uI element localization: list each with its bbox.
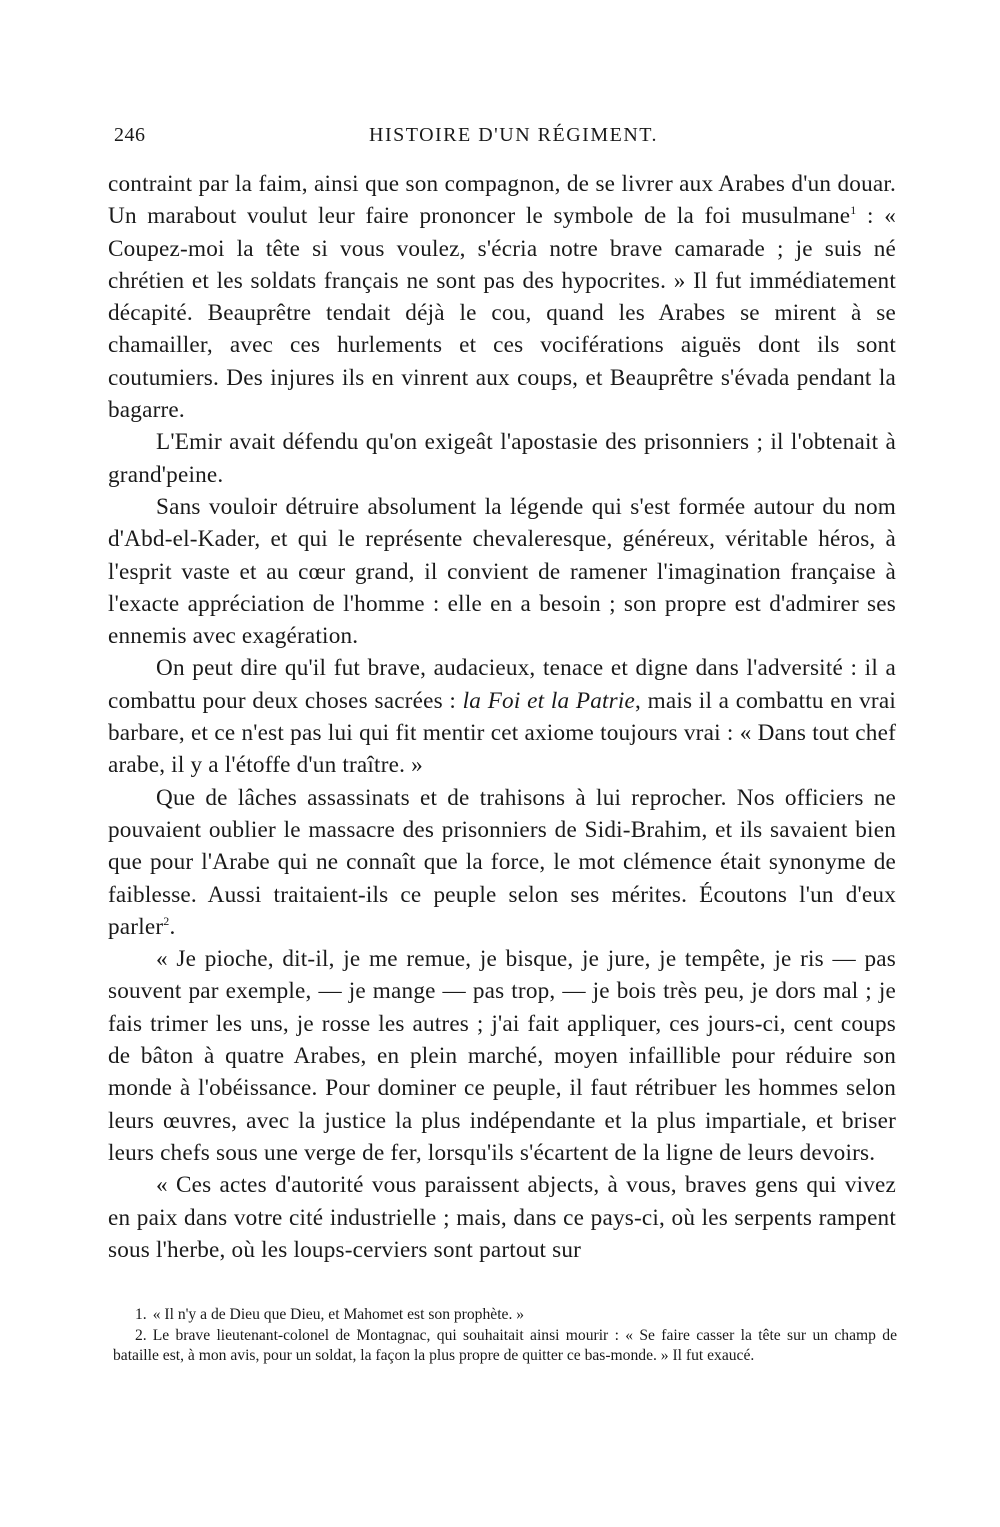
footnote-1	[113, 1305, 897, 1326]
footnote-number: 2.	[135, 1326, 147, 1344]
page-header	[114, 124, 894, 158]
page-number: 246	[114, 124, 146, 146]
footnote-ref-1: 1	[850, 203, 857, 218]
footnote-2	[113, 1326, 897, 1367]
paragraph-4-text-a: On peut dire qu'il fut brave, audacieux, tenace et digne dans l'adversité : il a combattu pour deux choses sacrées :	[108, 655, 896, 714]
footnote-text: Le brave lieutenant-colonel de Montagnac, qui souhaitait ainsi mourir : « Se faire casser la tête sur un champ de bataille est, à mon avis, pour un soldat, la façon la plus propre de quitter ce bas-monde. » Il fut exaucé.	[113, 1326, 897, 1364]
footnotes	[113, 1305, 897, 1367]
running-title: HISTOIRE D'UN RÉGIMENT.	[369, 124, 659, 146]
paragraph-7: « Ces actes d'autorité vous paraissent abjects, à vous, braves gens qui vivez en paix dans votre cité industrielle ; mais, dans ce pays-ci, où les serpents rampent sous l'herbe, où les loups-cerviers sont partout sur	[108, 1172, 896, 1263]
paragraph-5-text-b: .	[169, 913, 176, 940]
paragraph-5	[108, 782, 896, 943]
paragraph-3: Sans vouloir détruire absolument la légende qui s'est formée autour du nom d'Abd-el-Kader, et qui le représente chevaleresque, généreux, véritable héros, à l'esprit vaste et au cœur grand, il convient de ramener l'imagination française à l'exacte appréciation de l'homme : elle en a besoin ; son propre est d'admirer ses ennemis avec exagération.	[108, 493, 896, 650]
paragraph-1-text-a: contraint par la faim, ainsi que son compagnon, de se livrer aux Arabes d'un douar. Un marabout voulut leur faire prononcer le symbole de la foi musulmane	[108, 171, 896, 230]
paragraph-4	[108, 652, 896, 781]
paragraph-4-italic: la Foi et la Patrie	[462, 687, 636, 714]
paragraph-2: L'Emir avait défendu qu'on exigeât l'apostasie des prisonniers ; il l'obtenait à grand'peine.	[108, 429, 896, 488]
footnote-number: 1.	[135, 1306, 147, 1323]
body-text	[108, 168, 896, 1266]
paragraph-6: « Je pioche, dit-il, je me remue, je bisque, je jure, je tempête, je ris — pas souvent par exemple, — je mange — pas trop, — je bois très peu, je dors mal ; je fais trimer les uns, je rosse les autres ; j'ai fait appliquer, ces jours-ci, cent coups de bâton à quatre Arabes, en plein marché, moyen infaillible pour réduire son monde à l'obéissance. Pour dominer ce peuple, il faut rétribuer les hommes selon leurs œuvres, avec la justice la plus indépendante et la plus impartiale, et briser leurs chefs sous une verge de fer, lorsqu'ils s'écartent de la ligne de leurs devoirs.	[108, 946, 896, 1166]
paragraph-1	[108, 168, 896, 426]
paragraph-1-text-b: : « Coupez-moi la tête si vous voulez, s'écria notre brave camarade ; je suis né chrétien et les soldats français ne sont pas des hypocrites. » Il fut immédiatement décapité. Beauprêtre tendait déjà le cou, quand les Arabes se mirent à se chamailler, avec ces hurlements et ces vociférations aiguës dont ils sont coutumiers. Des injures ils en vinrent aux coups, et Beauprêtre s'évada pendant la bagarre.	[108, 203, 896, 424]
footnote-ref-2: 2	[163, 913, 170, 928]
footnote-text: « Il n'y a de Dieu que Dieu, et Mahomet est son prophète. »	[152, 1306, 525, 1323]
paragraph-4-text-b: , mais il a combattu en vrai barbare, et ce n'est pas lui qui fit mentir cet axiome toujours vrai : « Dans tout chef arabe, il y a l'étoffe d'un traître. »	[108, 687, 896, 779]
paragraph-5-text-a: Que de lâches assassinats et de trahisons à lui reprocher. Nos officiers ne pouvaient oublier le massacre des prisonniers de Sidi-Brahim, et ils savaient bien que pour l'Arabe qui ne connaît que la force, le mot clémence était synonyme de faiblesse. Aussi traitaient-ils ce peuple selon ses mérites. Écoutons l'un d'eux parler	[108, 784, 896, 940]
